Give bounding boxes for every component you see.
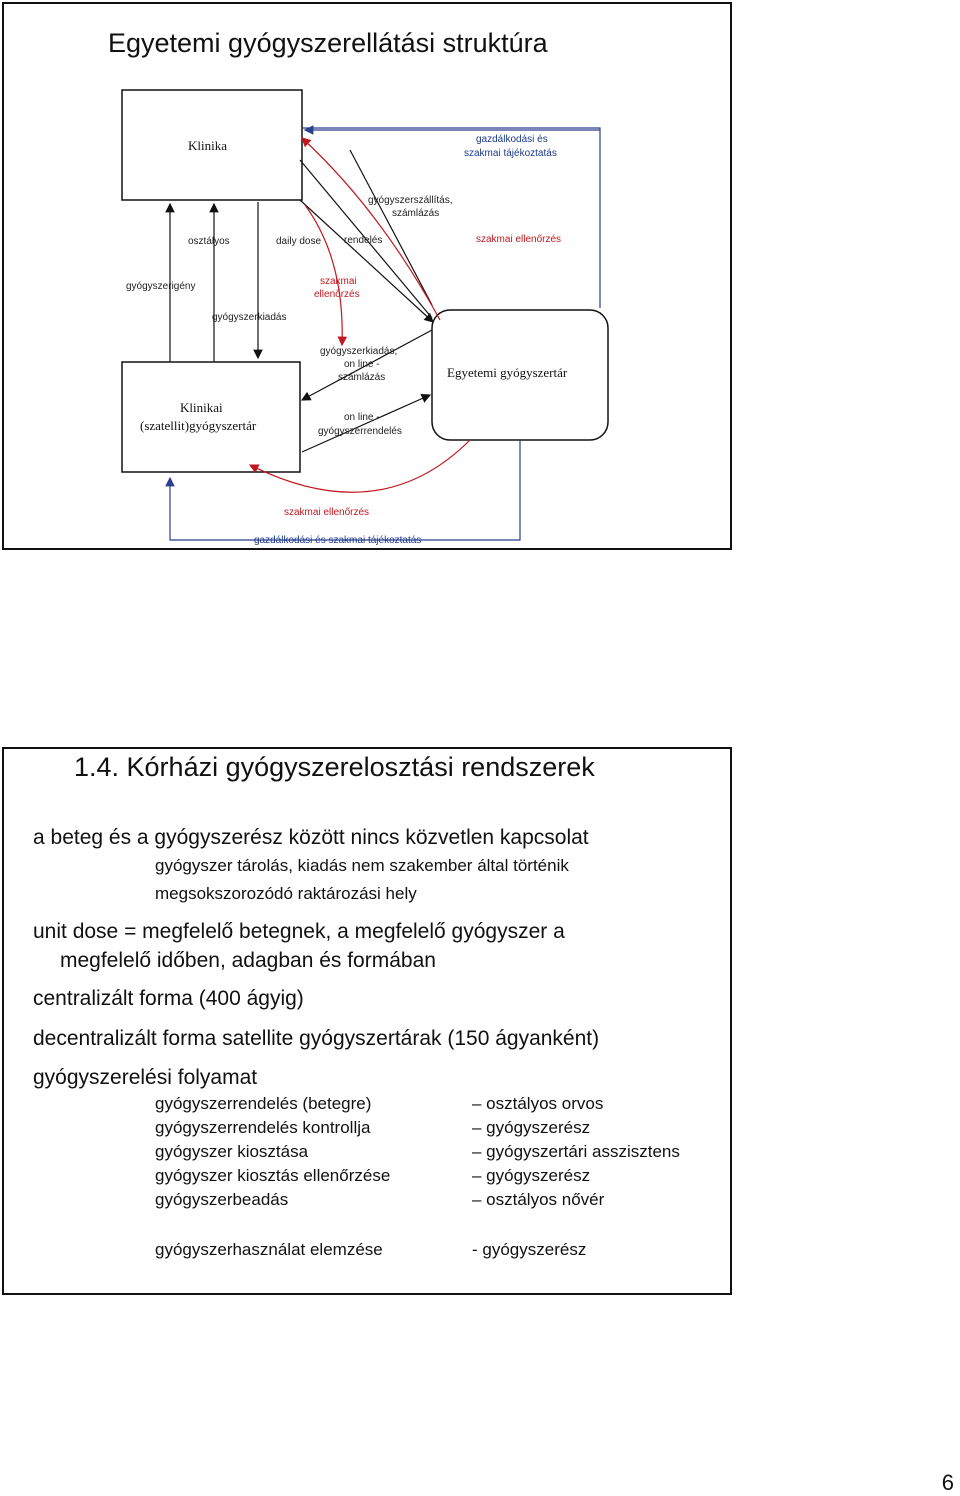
process-step-6: gyógyszerhasználat elemzése bbox=[155, 1240, 383, 1259]
central-pharmacy-label: Egyetemi gyógyszertár bbox=[447, 365, 568, 380]
label-rendeles: rendelés bbox=[344, 235, 383, 246]
line-7: gyógyszerelési folyamat bbox=[33, 1066, 258, 1089]
process-who-4: – gyógyszerész bbox=[472, 1166, 591, 1185]
online-order-arrow bbox=[302, 395, 430, 452]
process-who-2: – gyógyszerész bbox=[472, 1118, 591, 1137]
label-gazd-bottom: gazdálkodási és szakmai tájékoztatás bbox=[254, 535, 422, 546]
process-who-1: – osztályos orvos bbox=[472, 1094, 604, 1113]
label-gyogyszerkiadas: gyógyszerkiadás bbox=[212, 312, 287, 323]
process-who-3: – gyógyszertári asszisztens bbox=[472, 1142, 680, 1161]
process-who-5: – osztályos nővér bbox=[472, 1190, 605, 1209]
klinika-label: Klinika bbox=[188, 138, 227, 153]
satellite-pharmacy-box bbox=[122, 362, 300, 472]
supply-line bbox=[350, 150, 432, 305]
label-online-2: gyógyszerrendelés bbox=[318, 426, 402, 437]
label-szakmai-1: szakmai bbox=[320, 276, 357, 287]
line-3: megsokszorozódó raktározási hely bbox=[155, 884, 417, 903]
label-gazd-top-1: gazdálkodási és bbox=[476, 134, 548, 145]
process-step-3: gyógyszer kiosztása bbox=[155, 1142, 309, 1161]
label-szallitas-2: számlázás bbox=[392, 208, 440, 219]
label-gazd-top-2: szakmai tájékoztatás bbox=[464, 148, 557, 159]
line-6: decentralizált forma satellite gyógyszertárak (150 ágyanként) bbox=[33, 1027, 600, 1050]
label-szallitas-1: gyógyszerszállítás, bbox=[368, 195, 453, 206]
line-4a: unit dose = megfelelő betegnek, a megfelelő gyógyszer a bbox=[33, 920, 565, 943]
label-szakmai-ell-top: szakmai ellenőrzés bbox=[476, 234, 562, 245]
label-osztalyos: osztályos bbox=[188, 236, 230, 247]
label-kiadas-3: számlázás bbox=[338, 372, 386, 383]
process-step-2: gyógyszerrendelés kontrollja bbox=[155, 1118, 371, 1137]
label-daily-dose: daily dose bbox=[276, 236, 322, 247]
label-szakmai-ell-bottom: szakmai ellenőrzés bbox=[284, 507, 370, 518]
line-1: a beteg és a gyógyszerész között nincs közvetlen kapcsolat bbox=[33, 826, 589, 849]
label-szakmai-2: ellenőrzés bbox=[314, 289, 360, 300]
slide-2-title: 1.4. Kórházi gyógyszerelosztási rendszerek bbox=[74, 752, 595, 782]
line-5: centralizált forma (400 ágyig) bbox=[33, 987, 304, 1010]
satellite-label-2: (szatellit)gyógyszertár bbox=[140, 418, 257, 433]
process-step-4: gyógyszer kiosztás ellenőrzése bbox=[155, 1166, 391, 1185]
pharmacy-structure-diagram bbox=[0, 0, 960, 560]
process-who-6: - gyógyszerész bbox=[472, 1240, 587, 1259]
line-2: gyógyszer tárolás, kiadás nem szakember által történik bbox=[155, 856, 569, 875]
line-4b: megfelelő időben, adagban és formában bbox=[60, 949, 436, 972]
label-kiadas-2: on line - bbox=[344, 359, 380, 370]
control-mid-curve bbox=[305, 205, 342, 345]
slide-1-title: Egyetemi gyógyszerellátási struktúra bbox=[108, 28, 548, 58]
satellite-label-1: Klinikai bbox=[180, 400, 223, 415]
label-online-1: on line - bbox=[344, 412, 380, 423]
label-gyogyszerigeny: gyógyszerigény bbox=[126, 281, 196, 292]
label-kiadas-1: gyógyszerkiadás, bbox=[320, 346, 398, 357]
process-step-1: gyógyszerrendelés (betegre) bbox=[155, 1094, 372, 1113]
page-number: 6 bbox=[941, 1470, 954, 1495]
process-step-5: gyógyszerbeadás bbox=[155, 1190, 289, 1209]
